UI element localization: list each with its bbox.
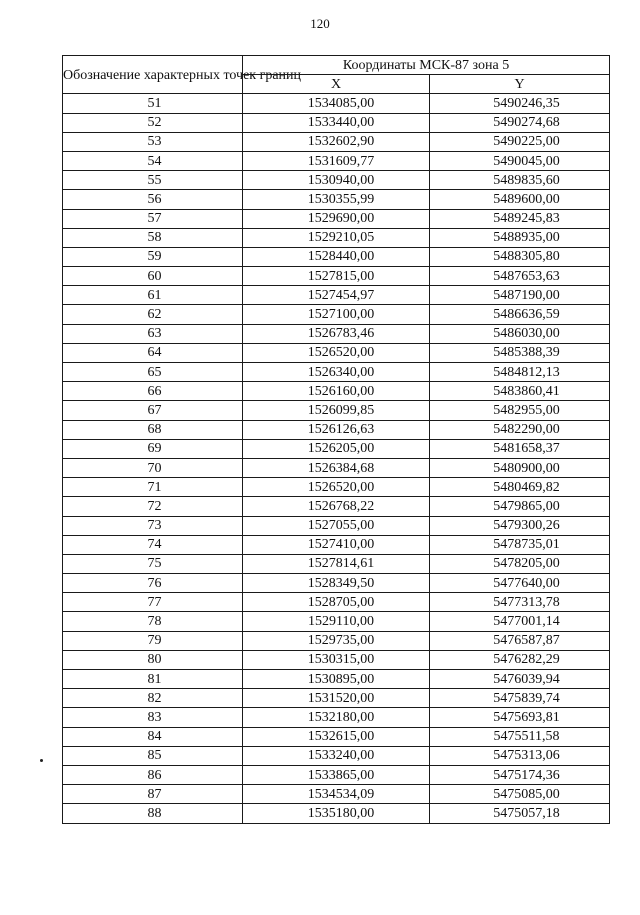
x-coordinate-cell: 1526520,00 bbox=[243, 343, 430, 362]
x-coordinate-cell: 1530895,00 bbox=[243, 670, 430, 689]
x-coordinate-cell: 1535180,00 bbox=[243, 804, 430, 823]
y-coordinate-cell: 5475057,18 bbox=[430, 804, 610, 823]
x-coordinate-cell: 1527454,97 bbox=[243, 286, 430, 305]
y-coordinate-cell: 5488935,00 bbox=[430, 228, 610, 247]
y-coordinate-cell: 5478205,00 bbox=[430, 554, 610, 573]
y-coordinate-cell: 5477640,00 bbox=[430, 574, 610, 593]
x-coordinate-cell: 1529110,00 bbox=[243, 612, 430, 631]
y-coordinate-cell: 5489600,00 bbox=[430, 190, 610, 209]
point-number-cell: 79 bbox=[63, 631, 243, 650]
boundary-coordinates-table bbox=[62, 55, 610, 824]
y-coordinate-cell: 5486636,59 bbox=[430, 305, 610, 324]
x-coordinate-cell: 1526099,85 bbox=[243, 401, 430, 420]
table-row bbox=[63, 267, 610, 286]
y-coordinate-cell: 5478735,01 bbox=[430, 535, 610, 554]
y-coordinate-cell: 5475313,06 bbox=[430, 746, 610, 765]
point-number-cell: 64 bbox=[63, 343, 243, 362]
y-coordinate-cell: 5490274,68 bbox=[430, 113, 610, 132]
x-coordinate-cell: 1528349,50 bbox=[243, 574, 430, 593]
point-number-cell: 54 bbox=[63, 151, 243, 170]
point-number-cell: 88 bbox=[63, 804, 243, 823]
point-number-cell: 78 bbox=[63, 612, 243, 631]
y-coordinate-cell: 5487653,63 bbox=[430, 267, 610, 286]
table-row bbox=[63, 478, 610, 497]
y-coordinate-cell: 5476282,29 bbox=[430, 650, 610, 669]
point-number-cell: 83 bbox=[63, 708, 243, 727]
point-number-cell: 62 bbox=[63, 305, 243, 324]
point-number-cell: 73 bbox=[63, 516, 243, 535]
x-coordinate-cell: 1533440,00 bbox=[243, 113, 430, 132]
x-coordinate-cell: 1526126,63 bbox=[243, 420, 430, 439]
y-coordinate-cell: 5475693,81 bbox=[430, 708, 610, 727]
table-row bbox=[63, 650, 610, 669]
x-coordinate-cell: 1532602,90 bbox=[243, 132, 430, 151]
table-row bbox=[63, 631, 610, 650]
y-coordinate-cell: 5475839,74 bbox=[430, 689, 610, 708]
x-coordinate-cell: 1534085,00 bbox=[243, 94, 430, 113]
y-coordinate-cell: 5479300,26 bbox=[430, 516, 610, 535]
x-coordinate-cell: 1530355,99 bbox=[243, 190, 430, 209]
header-row-top bbox=[63, 56, 610, 75]
table-row bbox=[63, 727, 610, 746]
y-coordinate-cell: 5476587,87 bbox=[430, 631, 610, 650]
table-body bbox=[63, 94, 610, 823]
point-number-cell: 86 bbox=[63, 765, 243, 784]
y-coordinate-cell: 5482290,00 bbox=[430, 420, 610, 439]
point-number-cell: 63 bbox=[63, 324, 243, 343]
table-row bbox=[63, 324, 610, 343]
coordinates-sheet bbox=[62, 55, 609, 824]
point-number-cell: 60 bbox=[63, 267, 243, 286]
y-coordinate-cell: 5475085,00 bbox=[430, 785, 610, 804]
y-coordinate-cell: 5482955,00 bbox=[430, 401, 610, 420]
point-number-cell: 53 bbox=[63, 132, 243, 151]
point-number-cell: 80 bbox=[63, 650, 243, 669]
table-row bbox=[63, 670, 610, 689]
point-number-cell: 66 bbox=[63, 382, 243, 401]
table-row bbox=[63, 113, 610, 132]
point-number-cell: 57 bbox=[63, 209, 243, 228]
table-row bbox=[63, 746, 610, 765]
table-row bbox=[63, 612, 610, 631]
table-row bbox=[63, 785, 610, 804]
page-number: 120 bbox=[310, 16, 330, 31]
table-row bbox=[63, 497, 610, 516]
x-coordinate-cell: 1529690,00 bbox=[243, 209, 430, 228]
table-row bbox=[63, 363, 610, 382]
x-coordinate-cell: 1527100,00 bbox=[243, 305, 430, 324]
x-coordinate-cell: 1533240,00 bbox=[243, 746, 430, 765]
point-number-cell: 81 bbox=[63, 670, 243, 689]
table-row bbox=[63, 708, 610, 727]
x-coordinate-cell: 1528440,00 bbox=[243, 247, 430, 266]
table-row bbox=[63, 420, 610, 439]
x-coordinate-cell: 1526783,46 bbox=[243, 324, 430, 343]
table-row bbox=[63, 382, 610, 401]
x-coordinate-cell: 1527410,00 bbox=[243, 535, 430, 554]
y-coordinate-cell: 5483860,41 bbox=[430, 382, 610, 401]
y-coordinate-cell: 5477001,14 bbox=[430, 612, 610, 631]
table-row bbox=[63, 132, 610, 151]
point-number-cell: 59 bbox=[63, 247, 243, 266]
point-number-cell: 61 bbox=[63, 286, 243, 305]
x-coordinate-cell: 1534534,09 bbox=[243, 785, 430, 804]
point-number-cell: 72 bbox=[63, 497, 243, 516]
x-coordinate-cell: 1527055,00 bbox=[243, 516, 430, 535]
table-row bbox=[63, 765, 610, 784]
point-number-cell: 84 bbox=[63, 727, 243, 746]
x-coordinate-cell: 1532180,00 bbox=[243, 708, 430, 727]
table-row bbox=[63, 247, 610, 266]
header-designation: Обозначение характерных точек границ bbox=[63, 56, 243, 94]
x-coordinate-cell: 1528705,00 bbox=[243, 593, 430, 612]
x-coordinate-cell: 1526205,00 bbox=[243, 439, 430, 458]
table-row bbox=[63, 804, 610, 823]
header-y: Y bbox=[430, 75, 610, 94]
table-row bbox=[63, 593, 610, 612]
x-coordinate-cell: 1526768,22 bbox=[243, 497, 430, 516]
scan-speck bbox=[40, 759, 43, 762]
y-coordinate-cell: 5488305,80 bbox=[430, 247, 610, 266]
x-coordinate-cell: 1527815,00 bbox=[243, 267, 430, 286]
header-coordinates-group: Координаты МСК-87 зона 5 bbox=[243, 56, 610, 75]
table-row bbox=[63, 535, 610, 554]
y-coordinate-cell: 5486030,00 bbox=[430, 324, 610, 343]
header-x: X bbox=[243, 75, 430, 94]
point-number-cell: 55 bbox=[63, 171, 243, 190]
table-row bbox=[63, 190, 610, 209]
table-row bbox=[63, 94, 610, 113]
point-number-cell: 67 bbox=[63, 401, 243, 420]
y-coordinate-cell: 5485388,39 bbox=[430, 343, 610, 362]
y-coordinate-cell: 5489835,60 bbox=[430, 171, 610, 190]
x-coordinate-cell: 1532615,00 bbox=[243, 727, 430, 746]
table-header bbox=[63, 56, 610, 94]
point-number-cell: 51 bbox=[63, 94, 243, 113]
y-coordinate-cell: 5487190,00 bbox=[430, 286, 610, 305]
x-coordinate-cell: 1526384,68 bbox=[243, 458, 430, 477]
y-coordinate-cell: 5480469,82 bbox=[430, 478, 610, 497]
x-coordinate-cell: 1527814,61 bbox=[243, 554, 430, 573]
y-coordinate-cell: 5479865,00 bbox=[430, 497, 610, 516]
point-number-cell: 75 bbox=[63, 554, 243, 573]
point-number-cell: 58 bbox=[63, 228, 243, 247]
x-coordinate-cell: 1533865,00 bbox=[243, 765, 430, 784]
table-row bbox=[63, 516, 610, 535]
table-row bbox=[63, 554, 610, 573]
y-coordinate-cell: 5480900,00 bbox=[430, 458, 610, 477]
point-number-cell: 65 bbox=[63, 363, 243, 382]
x-coordinate-cell: 1526340,00 bbox=[243, 363, 430, 382]
y-coordinate-cell: 5481658,37 bbox=[430, 439, 610, 458]
y-coordinate-cell: 5484812,13 bbox=[430, 363, 610, 382]
table-row bbox=[63, 574, 610, 593]
y-coordinate-cell: 5490225,00 bbox=[430, 132, 610, 151]
table-row bbox=[63, 439, 610, 458]
y-coordinate-cell: 5489245,83 bbox=[430, 209, 610, 228]
table-row bbox=[63, 209, 610, 228]
y-coordinate-cell: 5490045,00 bbox=[430, 151, 610, 170]
point-number-cell: 70 bbox=[63, 458, 243, 477]
y-coordinate-cell: 5475174,36 bbox=[430, 765, 610, 784]
point-number-cell: 85 bbox=[63, 746, 243, 765]
x-coordinate-cell: 1531520,00 bbox=[243, 689, 430, 708]
y-coordinate-cell: 5490246,35 bbox=[430, 94, 610, 113]
x-coordinate-cell: 1526520,00 bbox=[243, 478, 430, 497]
point-number-cell: 87 bbox=[63, 785, 243, 804]
table-row bbox=[63, 458, 610, 477]
point-number-cell: 77 bbox=[63, 593, 243, 612]
table-row bbox=[63, 689, 610, 708]
table-row bbox=[63, 401, 610, 420]
point-number-cell: 71 bbox=[63, 478, 243, 497]
point-number-cell: 69 bbox=[63, 439, 243, 458]
x-coordinate-cell: 1530315,00 bbox=[243, 650, 430, 669]
table-row bbox=[63, 343, 610, 362]
y-coordinate-cell: 5475511,58 bbox=[430, 727, 610, 746]
point-number-cell: 76 bbox=[63, 574, 243, 593]
point-number-cell: 74 bbox=[63, 535, 243, 554]
y-coordinate-cell: 5476039,94 bbox=[430, 670, 610, 689]
x-coordinate-cell: 1529735,00 bbox=[243, 631, 430, 650]
table-row bbox=[63, 171, 610, 190]
y-coordinate-cell: 5477313,78 bbox=[430, 593, 610, 612]
point-number-cell: 56 bbox=[63, 190, 243, 209]
x-coordinate-cell: 1529210,05 bbox=[243, 228, 430, 247]
point-number-cell: 52 bbox=[63, 113, 243, 132]
point-number-cell: 82 bbox=[63, 689, 243, 708]
x-coordinate-cell: 1530940,00 bbox=[243, 171, 430, 190]
point-number-cell: 68 bbox=[63, 420, 243, 439]
x-coordinate-cell: 1526160,00 bbox=[243, 382, 430, 401]
table-row bbox=[63, 286, 610, 305]
table-row bbox=[63, 151, 610, 170]
table-row bbox=[63, 305, 610, 324]
x-coordinate-cell: 1531609,77 bbox=[243, 151, 430, 170]
table-row bbox=[63, 228, 610, 247]
